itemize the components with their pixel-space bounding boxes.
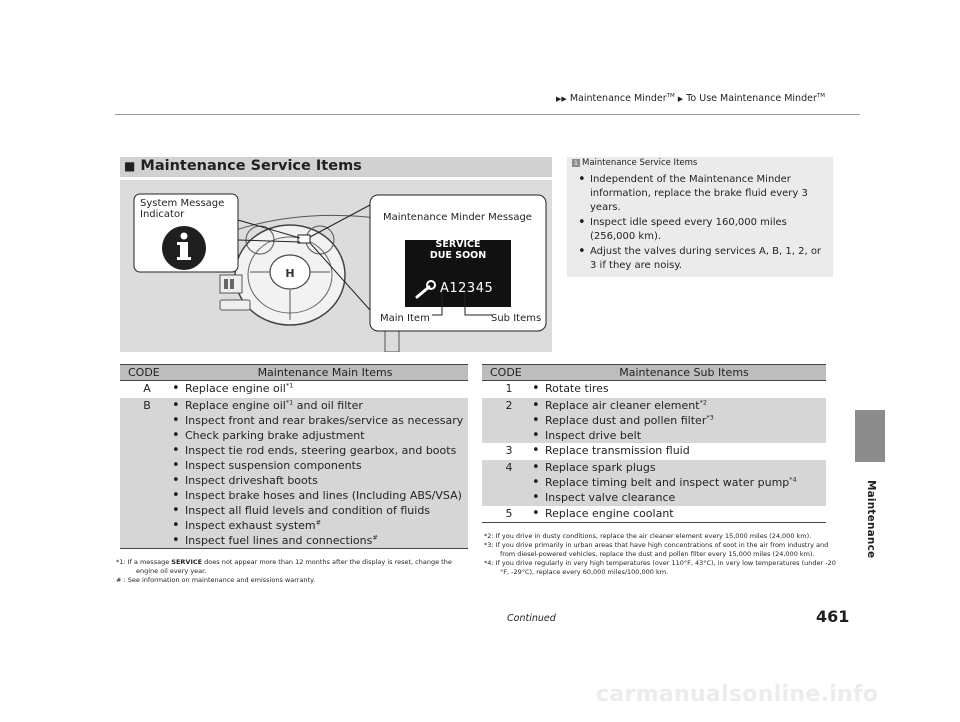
continued-label: Continued [507, 613, 556, 624]
display-line-1: SERVICE [435, 239, 481, 250]
list-item: • Replace timing belt and inspect water pump$^{*4}$ [532, 475, 797, 490]
list-item: • Replace engine coolant [532, 506, 674, 521]
sub-table-code-header: CODE [490, 366, 522, 379]
table-row [482, 381, 826, 398]
chapter-label: Maintenance [865, 480, 877, 559]
row-code: 1 [505, 382, 513, 395]
header-divider [115, 114, 860, 115]
list-item: • Rotate tires [532, 381, 609, 396]
main-item-label: Main Item [380, 313, 430, 324]
row-items [532, 506, 674, 521]
list-item: • Check parking brake adjustment [172, 428, 463, 443]
table-row [482, 398, 826, 443]
list-item: • Inspect all fluid levels and condition of fluids [172, 503, 463, 518]
sub-table-items-header: Maintenance Sub Items [619, 366, 749, 379]
trademark-mark: TM [816, 93, 825, 99]
list-item: • Replace dust and pollen filter$^{*3}$ [532, 413, 714, 428]
row-code: 5 [505, 507, 513, 520]
main-table-header [120, 364, 468, 381]
list-item: • Replace air cleaner element$^{*2}$ [532, 398, 714, 413]
section-title-text: Maintenance Service Items [140, 158, 362, 174]
list-item: • Inspect valve clearance [532, 490, 797, 505]
table-row [482, 506, 826, 522]
trademark-mark: TM [666, 93, 675, 99]
list-item: • Inspect fuel lines and connections# [172, 533, 463, 548]
row-items [172, 381, 293, 396]
list-item: • Replace engine oil$^{*1}$ [172, 381, 293, 396]
page-number: 461 [816, 607, 850, 626]
breadcrumb-arrow-icon: ▶ [677, 95, 684, 104]
breadcrumb [556, 93, 825, 104]
row-items [532, 460, 797, 505]
list-item: • Inspect drive belt [532, 428, 714, 443]
list-item: • Inspect tie rod ends, steering gearbox, and boots [172, 443, 463, 458]
row-items [532, 443, 690, 458]
sub-table-bottom-rule [482, 522, 826, 523]
display-line-2: DUE SOON [429, 250, 487, 261]
maintenance-minder-message-label: Maintenance Minder Message [383, 212, 532, 223]
main-table-bottom-rule [120, 548, 468, 549]
row-items [172, 398, 463, 548]
table-row [482, 460, 826, 506]
main-table-code-header: CODE [128, 366, 160, 379]
side-note-list [578, 173, 828, 274]
footnote-left: *1: If a message SERVICE does not appear more than 12 months after the display is reset, change the engine oil every year. # : See information on maintenance and emissions warranty. [116, 558, 452, 584]
row-code: 4 [505, 461, 513, 474]
main-items-table [120, 364, 468, 381]
breadcrumb-arrow-icon: ▶▶ [556, 95, 567, 104]
watermark: carmanualsonline.info [596, 682, 879, 707]
list-item: • Replace engine oil$^{*1}$ and oil filter [172, 398, 463, 413]
sub-table-header [482, 364, 826, 381]
row-code: 2 [505, 399, 513, 412]
row-items [532, 398, 714, 443]
section-title [124, 158, 362, 174]
list-item: • Replace transmission fluid [532, 443, 690, 458]
side-note-title [572, 158, 697, 168]
side-note-title-text: Maintenance Service Items [582, 158, 698, 168]
row-code: 3 [505, 444, 513, 457]
list-item: • Replace spark plugs [532, 460, 797, 475]
list-item: • Inspect suspension components [172, 458, 463, 473]
row-code: B [143, 399, 151, 412]
sub-items-label: Sub Items [491, 313, 542, 324]
breadcrumb-item[interactable]: To Use Maintenance Minder [686, 93, 817, 105]
side-note-item: • Adjust the valves during services A, B, 1, 2, or 3 if they are noisy. [578, 245, 828, 273]
row-items [532, 381, 609, 396]
list-item: • Inspect front and rear brakes/service as necessary [172, 413, 463, 428]
side-note-item: • Independent of the Maintenance Minder information, replace the brake fluid every 3 years. [578, 173, 828, 215]
row-code: A [143, 382, 151, 395]
list-item: • Inspect exhaust system# [172, 518, 463, 533]
list-item: • Inspect brake hoses and lines (Including ABS/VSA) [172, 488, 463, 503]
list-item: • Inspect driveshaft boots [172, 473, 463, 488]
sub-items-table [482, 364, 826, 381]
display-code: A12345 [440, 281, 494, 296]
system-message-indicator-label: System Message Indicator [140, 198, 225, 220]
table-row [482, 443, 826, 460]
display-service-text [405, 239, 511, 261]
table-row [120, 381, 468, 398]
breadcrumb-item[interactable]: Maintenance Minder [569, 93, 667, 105]
footnote-right: *2: If you drive in dusty conditions, replace the air cleaner element every 15,000 miles (24,000 km). *3: If you drive primarily in urban areas that have high concentrations of soot in the air from industry and from diesel-powered vehicles, replace the dust and pollen filter every 15,000 miles (24,000 km). *4: If you drive regularly in very high temperatures (over 110°F, 43°C), in very low temperatures (under -20 °F, -29°C), replace every 60,000 miles/100,000 km. [484, 532, 836, 576]
section-square-icon: ■ [124, 159, 136, 173]
main-table-items-header: Maintenance Main Items [257, 366, 393, 379]
table-row [120, 398, 468, 548]
note-marker: 1 [573, 158, 579, 167]
chapter-tab[interactable] [855, 410, 885, 462]
side-note-item: • Inspect idle speed every 160,000 miles (256,000 km). [578, 216, 828, 244]
svg-text:H: H [285, 267, 295, 280]
